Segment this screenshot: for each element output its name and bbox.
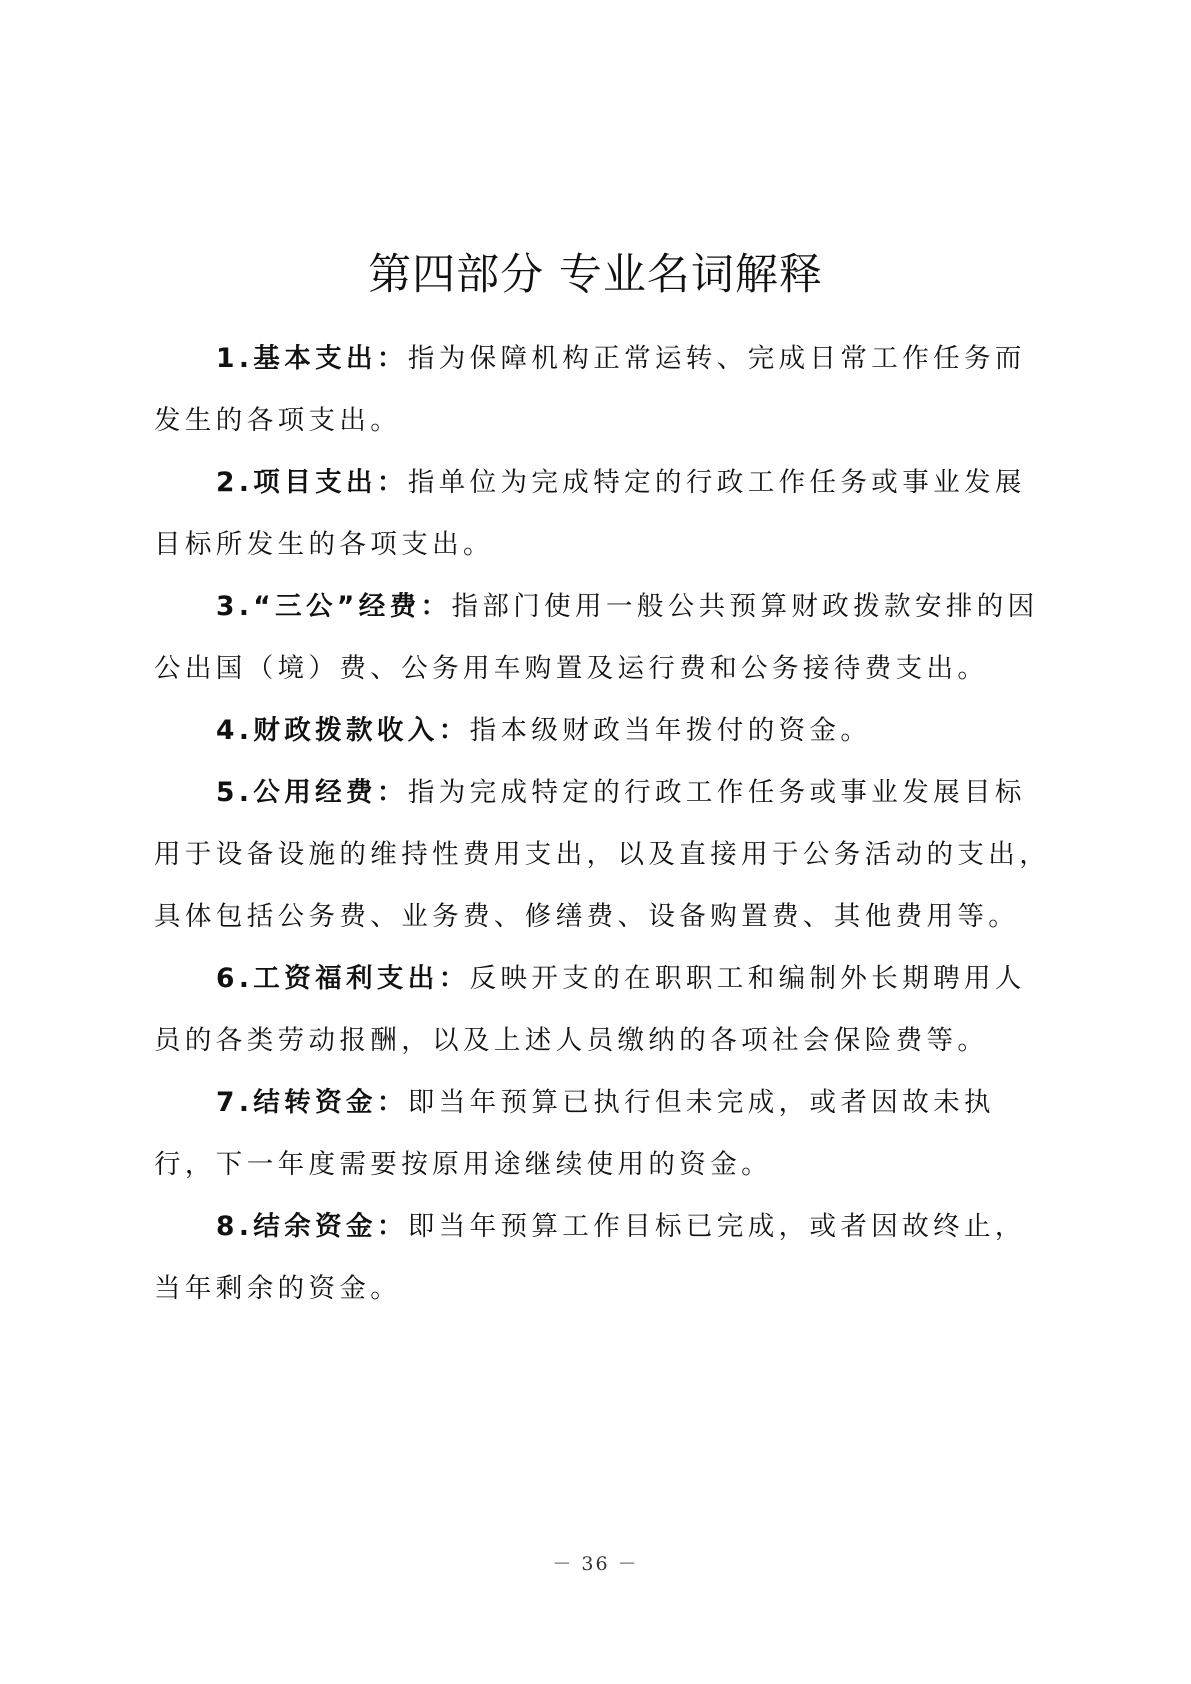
glossary-definition: 指部门使用一般公共预算财政拨款安排的因公出国（境）费、公务用车购置及运行费和公务接待费支出。 [154, 591, 1039, 684]
glossary-term: 4.财政拨款收入： [216, 715, 470, 746]
glossary-definition: 即当年预算已执行但未完成，或者因故未执行，下一年度需要按原用途继续使用的资金。 [154, 1087, 995, 1180]
glossary-definition: 反映开支的在职职工和编制外长期聘用人员的各类劳动报酬，以及上述人员缴纳的各项社会保险费等。 [154, 963, 1026, 1056]
glossary-definition: 指本级财政当年拨付的资金。 [469, 715, 872, 746]
glossary-entry [154, 1072, 1054, 1196]
glossary-term: 5.公用经费： [216, 777, 408, 808]
glossary-entry [154, 576, 1054, 700]
glossary-entry [154, 948, 1054, 1072]
glossary-entry [154, 762, 1054, 948]
glossary-definition: 即当年预算工作目标已完成，或者因故终止，当年剩余的资金。 [154, 1211, 1026, 1304]
glossary-definition: 指单位为完成特定的行政工作任务或事业发展目标所发生的各项支出。 [154, 467, 1026, 560]
glossary-term: 8.结余资金： [216, 1211, 408, 1242]
glossary-term: 7.结转资金： [216, 1087, 408, 1118]
page-title: 第四部分 专业名词解释 [368, 250, 823, 300]
page-number: － 36 － [552, 1553, 639, 1575]
glossary-list [154, 328, 1054, 1320]
glossary-term: 6.工资福利支出： [216, 963, 470, 994]
glossary-term: 2.项目支出： [216, 467, 408, 498]
glossary-entry [154, 328, 1054, 452]
glossary-definition: 指为完成特定的行政工作任务或事业发展目标用于设备设施的维持性费用支出，以及直接用于公务活动的支出，具体包括公务费、业务费、修缮费、设备购置费、其他费用等。 [154, 777, 1051, 932]
glossary-entry [154, 1196, 1054, 1320]
glossary-entry [154, 452, 1054, 576]
glossary-definition: 指为保障机构正常运转、完成日常工作任务而发生的各项支出。 [154, 343, 1026, 436]
glossary-term: 1.基本支出： [216, 343, 408, 374]
glossary-entry [154, 700, 1054, 762]
glossary-term: 3.“三公”经费： [216, 591, 452, 622]
